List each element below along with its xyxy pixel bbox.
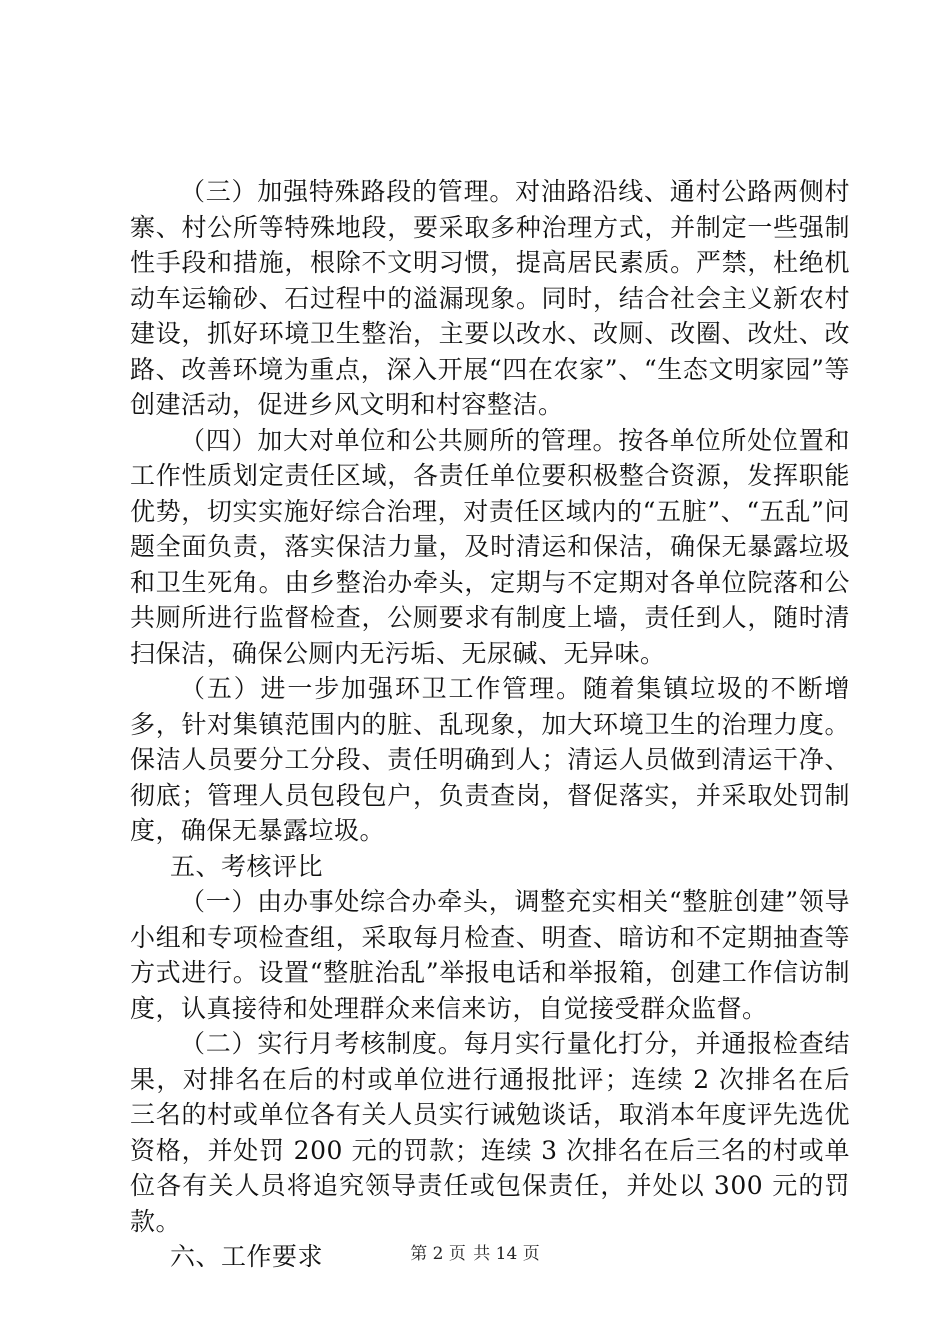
paragraph-inspection-team: （一）由办事处综合办牵头，调整充实相关“整脏创建”领导小组和专项检查组，采取每月检查、明查、暗访和不定期抽查等方式进行。设置“整脏治乱”举报电话和举报箱，创建工作信访制度，认真接待和处理群众来信来访，自觉接受群众监督。 xyxy=(130,887,850,1023)
paragraph-monthly-assessment: （二）实行月考核制度。每月实行量化打分，并通报检查结果，对排名在后的村或单位进行通报批评；连续 2 次排名在后三名的村或单位各有关人员实行诫勉谈话，取消本年度评先选优资格，并处罚 200 元的罚款；连续 3 次排名在后三名的村或单位各有关人员将追究领导责任或包保责任，并处以 300 元的罚款。 xyxy=(130,1029,850,1236)
paragraph-units-public-toilets: （四）加大对单位和公共厕所的管理。按各单位所处位置和工作性质划定责任区域，各责任单位要积极整合资源，发挥职能优势，切实实施好综合治理，对责任区域内的“五脏”、“五乱”问题全面负责，落实保洁力量，及时清运和保洁，确保无暴露垃圾和卫生死角。由乡整治办牵头，定期与不定期对各单位院落和公共厕所进行监督检查，公厕要求有制度上墙，责任到人，随时清扫保洁，确保公厕内无污垢、无尿碱、无异味。 xyxy=(130,425,850,668)
page-number: 第 2 页 xyxy=(410,1244,466,1264)
document-body xyxy=(130,174,850,1275)
paragraph-special-road-sections: （三）加强特殊路段的管理。对油路沿线、通村公路两侧村寨、村公所等特殊地段，要采取多种治理方式，并制定一些强制性手段和措施，根除不文明习惯，提高居民素质。严禁，杜绝机动车运输砂、石过程中的溢漏现象。同时，结合社会主义新农村建设，抓好环境卫生整治，主要以改水、改厕、改圈、改灶、改路、改善环境为重点，深入开展“四在农家”、“生态文明家园”等创建活动，促进乡风文明和村容整洁。 xyxy=(130,177,850,419)
page-total: 共 14 页 xyxy=(473,1244,540,1264)
section-heading-work-requirements: 六、工作要求 xyxy=(170,1242,324,1271)
page-footer xyxy=(0,1242,950,1266)
paragraph-sanitation-management: （五）进一步加强环卫工作管理。随着集镇垃圾的不断增多，针对集镇范围内的脏、乱现象，加大环境卫生的治理力度。保洁人员要分工分段、责任明确到人；清运人员做到清运干净、彻底；管理人员包段包户，负责查岗，督促落实，并采取处罚制度，确保无暴露垃圾。 xyxy=(130,674,850,845)
section-heading-assessment: 五、考核评比 xyxy=(170,851,324,881)
